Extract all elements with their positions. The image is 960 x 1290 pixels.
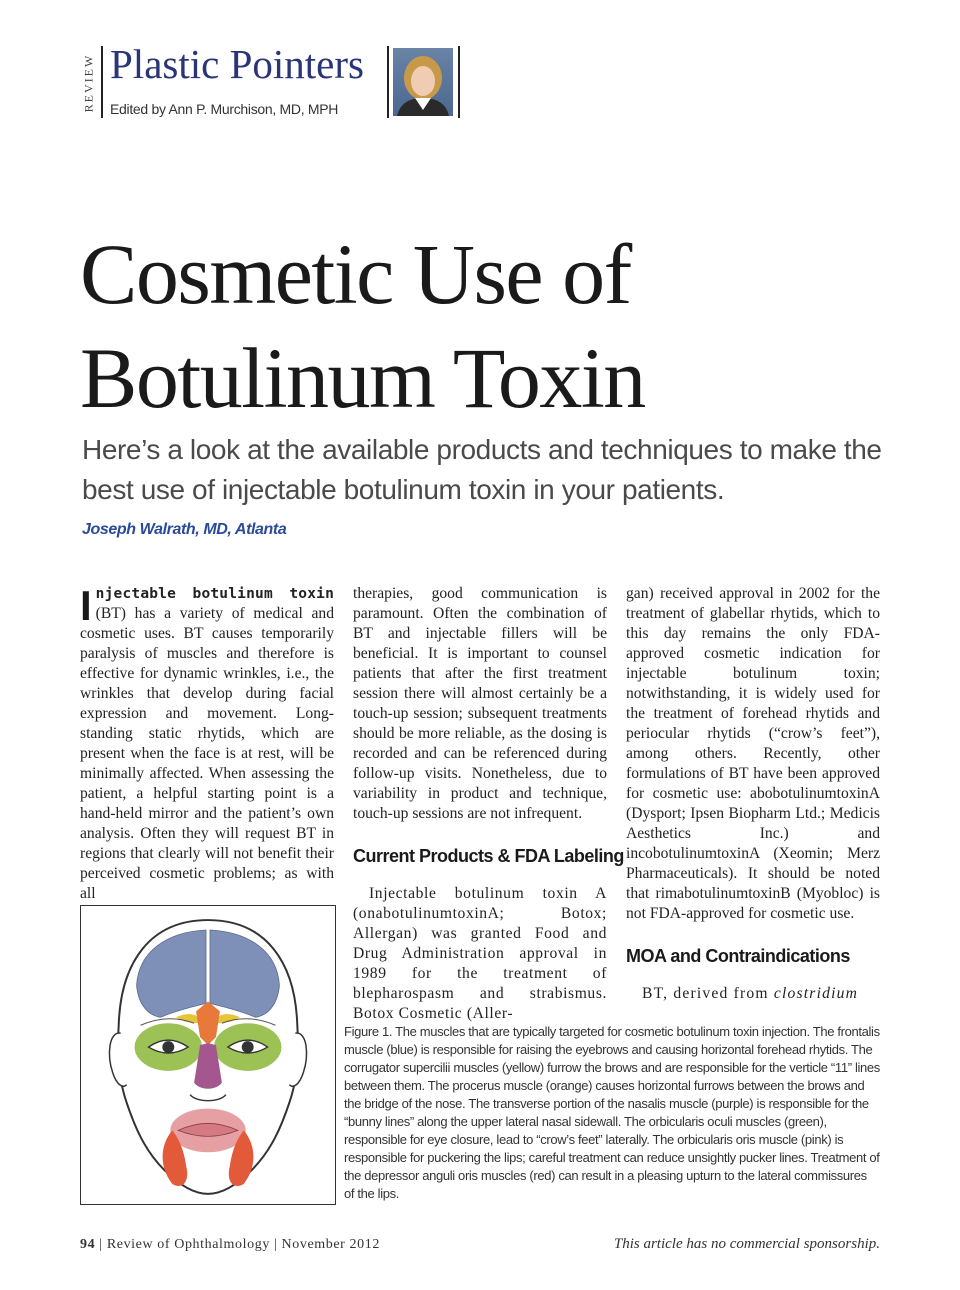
journal-name: Review of Ophthalmology [106, 1237, 270, 1252]
col1-text: (BT) has a variety of medical and cosmetic uses. BT causes temporarily paralysis of muscles and therefore is effective for dynamic wrinkles, i.e., the wrinkles that develop during facial expression and movement. Long-standing static rhytids, which are present when the face is at rest, will be minimally affected. When assessing the patient, a helpful starting point is a hand-held mirror and the patient’s own analysis. Often they will request BT in regions that clearly will not benefit their perceived cosmetic problems; as with all [80, 605, 334, 902]
heading-current-products: Current Products & FDA Labeling [353, 846, 624, 866]
review-tag: REVIEW [81, 53, 96, 113]
editor-portrait [393, 48, 453, 116]
page-footer: 94 | Review of Ophthalmology | November 2012 [80, 1237, 380, 1252]
issue-date: November 2012 [281, 1237, 380, 1252]
figure-caption: Figure 1. The muscles that are typically targeted for cosmetic botulinum toxin injection. The frontalis muscle (blue) is responsible for raising the eyebrows and causing horizontal forehead rhytids. The corrugator supercilii muscles (yellow) furrow the brows and are responsible for the verticle “11” lines between them. The procerus muscle (orange) causes horizontal furrows between the brows and the bridge of the nose. The transverse portion of the nasalis muscle (purple) is responsible for the “bunny lines” along the upper lateral nasal sidewall. The orbicularis oculi muscles (green), responsible for eye closure, lead to “crow’s feet” laterally. The orbicularis oris muscle (pink) is responsible for puckering the lips; careful treatment can reduce unsightly pucker lines. Treatment of the depressor anguli oris muscles (red) can result in a pleasing upturn to the lateral commissures of the lips. [344, 1024, 880, 1201]
header-divider-right [458, 46, 460, 118]
body-column-2-lower [353, 884, 607, 1024]
dropcap: I [80, 582, 92, 629]
body-column-2 [353, 584, 607, 824]
body-column-3-lower [626, 984, 880, 1004]
header-divider-mid [387, 46, 389, 118]
page-number: 94 [80, 1237, 96, 1252]
col2-text-bottom: Injectable botulinum toxin A (onabotulinumtoxinA; Botox; Allergan) was granted Food and Drug Administration approval in 1989 for the treatment of blepharospasm and strabismus. Botox Cosmetic (Aller- [353, 885, 607, 1022]
face-muscle-illustration [81, 906, 335, 1204]
col3-italic: clostridium [773, 985, 859, 1002]
figure-face-muscles [80, 905, 336, 1205]
header-divider-left [101, 46, 103, 118]
sponsorship-note: This article has no commercial sponsorship. [613, 1236, 880, 1252]
author-byline: Joseph Walrath, MD, Atlanta [82, 521, 287, 538]
col2-text-top: therapies, good communication is paramount. Often the combination of BT and injectable fillers will be beneficial. It is important to counsel patients that after the first treatment session there will almost certainly be a touch-up session; subsequent treatments should be more reliable, as the dosing is recorded and can be referenced during follow-up visits. Nonetheless, due to variability in product and technique, touch-up sessions are not infrequent. [353, 585, 607, 822]
col3-text-bottom: BT, derived from [642, 985, 774, 1002]
article-subtitle: Here’s a look at the available products and techniques to make the best use of injectable botulinum toxin in your patients. [82, 434, 882, 505]
body-column-1 [80, 584, 334, 904]
lead-in: njectable botulinum toxin [95, 586, 334, 602]
editor-credit: Edited by Ann P. Murchison, MD, MPH [110, 101, 339, 117]
section-name: Plastic Pointers [110, 41, 364, 87]
article-title: Cosmetic Use of Botulinum Toxin [80, 226, 645, 426]
body-column-3 [626, 584, 880, 924]
heading-moa: MOA and Contraindications [626, 946, 850, 966]
col3-text-top: gan) received approval in 2002 for the treatment of glabellar rhytids, which to this day remains the only FDA-approved cosmetic indication for injectable botulinum toxin; notwithstanding, it is widely used for the treatment of forehead rhytids and periocular rhytids (“crow’s feet”), among others. Recently, other formulations of BT have been approved for cosmetic use: abobotulinumtoxinA (Dysport; Ipsen Biopharm Ltd.; Medicis Aesthetics Inc.) and incobotulinumtoxinA (Xeomin; Merz Pharmaceuticals). It should be noted that rimabotulinumtoxinB (Myobloc) is not FDA-approved for cosmetic use. [626, 585, 880, 922]
